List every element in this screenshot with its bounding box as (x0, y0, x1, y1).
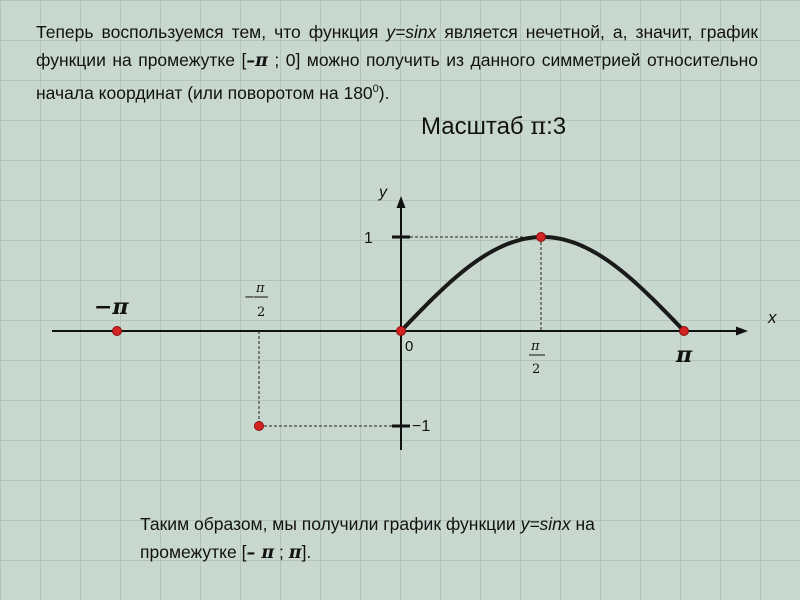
point-minus-half-pi (255, 422, 264, 431)
point-origin (397, 327, 406, 336)
x-axis-arrow (736, 327, 748, 336)
outro-part2: на промежутке [ (140, 514, 595, 562)
scale-pi: π (530, 112, 547, 140)
intro-degree-sup: 0 (372, 83, 379, 95)
y-axis-label: y (379, 184, 387, 201)
outro-part1: Таким образом, мы получили график функции (140, 514, 521, 534)
intro-part1: Теперь воспользуемся тем, что функция (36, 22, 387, 42)
x-axis-label: x (768, 308, 777, 327)
intro-part3: ; 0] можно получить из данного симметрией относительно начала координат (или поворотом на 180 (36, 50, 758, 103)
x-tick-pi-label: π (676, 342, 693, 368)
origin-label: 0 (405, 338, 414, 355)
sine-curve (401, 237, 684, 331)
point-half-pi (537, 233, 546, 242)
intro-part2: является нечетной, а, значит, график функции на промежутке [ (36, 22, 759, 70)
x-tick-minus-half-pi-sign: − (244, 290, 255, 305)
y-tick-1-label: 1 (364, 230, 373, 247)
point-pi (680, 327, 689, 336)
x-tick-minus-half-pi-num: π (256, 281, 265, 296)
intro-function: y=sinx (386, 22, 437, 42)
x-tick-half-pi-den: 2 (532, 362, 541, 377)
intro-minus-pi: –π (246, 51, 268, 71)
x-tick-half-pi-num: π (531, 339, 540, 354)
x-tick-minus-half-pi-den: 2 (257, 305, 266, 320)
outro-pi: π (288, 543, 302, 563)
scale-prefix: Масштаб (421, 113, 531, 140)
x-tick-minus-pi-label: −π (94, 294, 129, 320)
outro-part3: ]. (301, 542, 312, 562)
outro-function: y=sinx (520, 514, 571, 534)
conclusion-text (140, 510, 680, 567)
y-axis-arrow (397, 196, 406, 208)
point-minus-pi (113, 327, 122, 336)
intro-part4: ). (378, 82, 390, 103)
y-tick-minus-1-label: −1 (412, 418, 431, 435)
outro-minus-pi: – π (246, 543, 275, 563)
scale-suffix: :3 (546, 113, 567, 140)
outro-sep: ; (274, 542, 289, 562)
